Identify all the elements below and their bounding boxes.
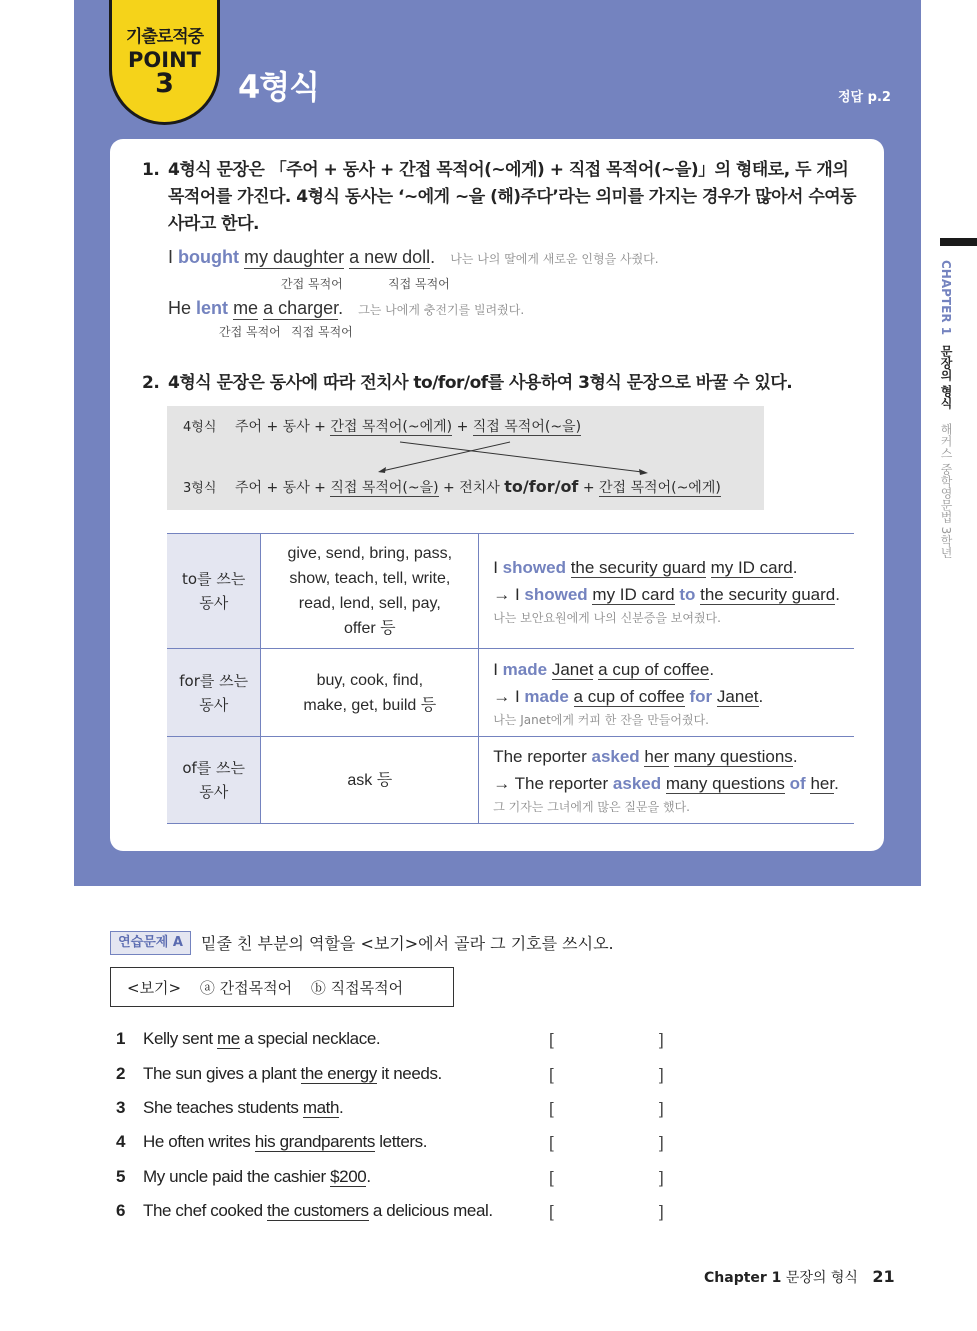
verb: showed [502, 558, 566, 577]
question-text: The sun gives a plant [143, 1064, 301, 1083]
pattern-do: 직접 목적어(~을) [472, 419, 582, 435]
answer-bracket-open[interactable]: [ [549, 1065, 554, 1084]
answer-bracket-open[interactable]: [ [549, 1202, 554, 1221]
verb: asked [591, 747, 640, 766]
period: . [792, 747, 798, 766]
verb-list-line: give, send, bring, pass, [287, 545, 453, 562]
form4-label: 4형식 [183, 420, 217, 435]
exercise-instruction: 밑줄 친 부분의 역할을 <보기>에서 골라 그 기호를 쓰시오. [201, 934, 614, 953]
question-text: He often writes [143, 1132, 255, 1151]
side-tab [938, 260, 955, 558]
category-label: 동사 [199, 594, 229, 612]
pattern-text: + [578, 480, 600, 496]
question-4 [116, 1132, 427, 1152]
direct-object: my ID card [592, 585, 675, 604]
verb-table [167, 533, 854, 824]
direct-object: a cup of coffee [598, 659, 710, 679]
pattern-text: + [452, 419, 473, 435]
subject: He [168, 298, 192, 318]
form4-example [493, 743, 840, 770]
category-label: 동사 [199, 695, 229, 714]
badge-point: POINT [128, 48, 201, 72]
question-text: a special necklace. [239, 1029, 381, 1048]
verb: lent [196, 298, 229, 318]
swap-arrows [370, 440, 660, 476]
translation: 나는 Janet에게 커피 한 잔을 만들어줬다. [493, 712, 709, 727]
answer-bracket-close: ] [659, 1168, 664, 1187]
form4-pattern [183, 416, 581, 436]
badge-brand: 기출로적중 [125, 27, 204, 47]
category-cell [167, 649, 261, 737]
answer-bracket-close: ] [659, 1099, 664, 1118]
category-label: 동사 [199, 783, 229, 801]
io-label: 간접 목적어 [219, 325, 281, 339]
direct-object: many questions [673, 747, 793, 766]
verb-list-line: make, get, build 등 [303, 696, 437, 714]
verb-list-line: buy, cook, find, [316, 671, 424, 689]
indirect-object: the security guard [700, 585, 836, 604]
direct-object: a new doll [349, 247, 431, 267]
underlined-part: math [302, 1098, 340, 1117]
question-number: 4 [116, 1132, 126, 1151]
example-cell [479, 534, 854, 649]
verbs-cell [261, 534, 479, 649]
rule-1 [142, 157, 858, 238]
direct-object: a charger [263, 298, 339, 318]
point-badge [109, 0, 220, 125]
pattern-preposition: to/for/of [504, 477, 579, 496]
page-number: 21 [872, 1267, 895, 1286]
verb-list-line: offer 등 [343, 620, 396, 637]
question-text: letters. [374, 1132, 428, 1151]
answer-bracket-open[interactable]: [ [549, 1030, 554, 1049]
pattern-text: 주어 + 동사 + [235, 480, 331, 496]
table-row [167, 737, 854, 824]
rule-text: 4형식 문장은 동사에 따라 전치사 to/for/of를 사용하여 3형식 문장으로 바꿀 수 있다. [168, 373, 793, 393]
verbs-cell [261, 649, 479, 737]
period: . [709, 659, 715, 679]
page-footer [704, 1267, 895, 1287]
category-label: for를 쓰는 [179, 671, 249, 690]
category-cell [167, 534, 261, 649]
side-book-title: 해커스 중학영문법 3학년 [939, 422, 953, 559]
pattern-text: 주어 + 동사 + [235, 419, 331, 435]
underlined-part: his grandparents [254, 1132, 375, 1151]
page-title: 4형식 [238, 68, 320, 106]
table-row [167, 534, 854, 649]
preposition: to [679, 585, 696, 604]
underlined-part: the customers [267, 1201, 369, 1220]
question-5 [116, 1167, 371, 1187]
translation: 나는 나의 딸에게 새로운 인형을 사줬다. [450, 252, 659, 266]
text: I [493, 659, 503, 679]
category-label: of를 쓰는 [182, 759, 246, 777]
indirect-object: my daughter [244, 247, 345, 267]
side-tab-marker [940, 238, 977, 246]
question-number: 3 [116, 1098, 126, 1117]
translation: 그는 나에게 충전기를 빌려줬다. [358, 303, 525, 317]
question-text: . [366, 1167, 371, 1186]
question-text: . [339, 1098, 344, 1117]
question-6 [116, 1201, 493, 1221]
verbs-cell [261, 737, 479, 824]
translation: 나는 보안요원에게 나의 신분증을 보여줬다. [493, 611, 721, 625]
badge-number: 3 [155, 68, 174, 99]
period: . [430, 247, 436, 267]
verb-list-line: show, teach, tell, write, [289, 570, 451, 587]
arrow-text: → The reporter [493, 774, 613, 793]
underlined-part: me [217, 1029, 240, 1048]
io-label: 간접 목적어 [281, 277, 343, 291]
text: I [493, 558, 503, 577]
arrow-text: → I [493, 686, 525, 706]
answer-reference: 정답 p.2 [838, 90, 891, 105]
footer-chapter: Chapter 1 [704, 1270, 782, 1286]
side-chapter: CHAPTER 1 [939, 260, 953, 336]
verb: made [524, 686, 569, 706]
question-text: My uncle paid the cashier [143, 1167, 331, 1186]
period: . [792, 558, 798, 577]
form3-example [493, 581, 840, 608]
question-number: 5 [116, 1167, 126, 1186]
answer-bracket-open[interactable]: [ [549, 1099, 554, 1118]
side-topic: 문장의 형식 [939, 344, 953, 410]
rule-text: 4형식 문장은 「주어 + 동사 + 간접 목적어(~에게) + 직접 목적어(~을)」의 형태로, 두 개의 목적어를 가진다. 4형식 동사는 ‘~에게 ~을 (해)주다’라는 의미를 가지는 경우가 많아서 수여동사라고 한다. [168, 160, 857, 234]
table-row [167, 649, 854, 737]
question-number: 1 [116, 1029, 126, 1048]
indirect-object: me [233, 298, 259, 318]
answer-bracket-close: ] [659, 1065, 664, 1084]
underlined-part: $200 [330, 1167, 367, 1186]
question-number: 2 [116, 1064, 126, 1083]
do-label: 직접 목적어 [388, 277, 450, 291]
do-label: 직접 목적어 [291, 325, 353, 339]
example-sentence-2 [168, 298, 524, 319]
option-b: ⓑ 직접목적어 [310, 979, 404, 997]
option-a: ⓐ 간접목적어 [199, 979, 293, 997]
period: . [835, 585, 840, 604]
indirect-object: Janet [551, 659, 594, 679]
verb-list-line: read, lend, sell, pay, [298, 595, 441, 612]
pattern-text: + 전치사 [438, 480, 505, 496]
preposition: of [789, 774, 806, 793]
arrow-text: → I [493, 585, 525, 604]
verb: bought [178, 247, 240, 267]
example-cell [479, 737, 854, 824]
example-box [110, 967, 454, 1007]
subject: I [168, 247, 174, 267]
period: . [338, 298, 344, 318]
form3-pattern [183, 477, 721, 497]
category-label: to를 쓰는 [182, 570, 246, 588]
pattern-do: 직접 목적어(~을) [330, 480, 439, 496]
question-text: The chef cooked [143, 1201, 268, 1220]
exercise-tag: 연습문제 A [110, 931, 191, 955]
verb: showed [524, 585, 588, 604]
question-text: Kelly sent [143, 1029, 218, 1048]
answer-bracket-close: ] [659, 1030, 664, 1049]
category-cell [167, 737, 261, 824]
question-2 [116, 1064, 442, 1084]
form3-example [493, 683, 840, 710]
direct-object: a cup of coffee [573, 686, 685, 706]
text: The reporter [493, 747, 592, 766]
indirect-object: the security guard [570, 558, 706, 577]
footer-title: 문장의 형식 [785, 1270, 858, 1286]
rule-number: 2. [142, 373, 160, 393]
form3-example [493, 770, 840, 797]
example-sentence-1 [168, 247, 659, 268]
question-text: a delicious meal. [368, 1201, 493, 1220]
indirect-object: her [810, 774, 835, 793]
example-cell [479, 649, 854, 737]
answer-bracket-close: ] [659, 1133, 664, 1152]
translation: 그 기자는 그녀에게 많은 질문을 했다. [493, 800, 690, 814]
form4-example [493, 656, 840, 683]
bogi-label: <보기> [127, 979, 182, 997]
pattern-io: 간접 목적어(~에게) [330, 419, 453, 435]
question-3 [116, 1098, 343, 1118]
verb-list-line: ask 등 [347, 771, 393, 789]
form4-example [493, 554, 840, 581]
form3-label: 3형식 [183, 481, 217, 496]
direct-object: my ID card [710, 558, 793, 577]
question-text: She teaches students [143, 1098, 303, 1117]
rule-2 [142, 370, 858, 397]
pattern-io: 간접 목적어(~에게) [599, 480, 721, 496]
question-1 [116, 1029, 380, 1049]
period: . [758, 686, 764, 706]
indirect-object: her [644, 747, 669, 766]
period: . [834, 774, 839, 793]
preposition: for [689, 686, 713, 706]
direct-object: many questions [665, 774, 785, 793]
answer-bracket-close: ] [659, 1202, 664, 1221]
rule-number: 1. [142, 160, 160, 180]
verb: asked [612, 774, 662, 793]
question-number: 6 [116, 1201, 126, 1220]
underlined-part: the energy [300, 1064, 377, 1083]
answer-bracket-open[interactable]: [ [549, 1168, 554, 1187]
answer-bracket-open[interactable]: [ [549, 1133, 554, 1152]
verb: made [502, 659, 548, 679]
question-text: it needs. [376, 1064, 442, 1083]
indirect-object: Janet [716, 686, 759, 706]
